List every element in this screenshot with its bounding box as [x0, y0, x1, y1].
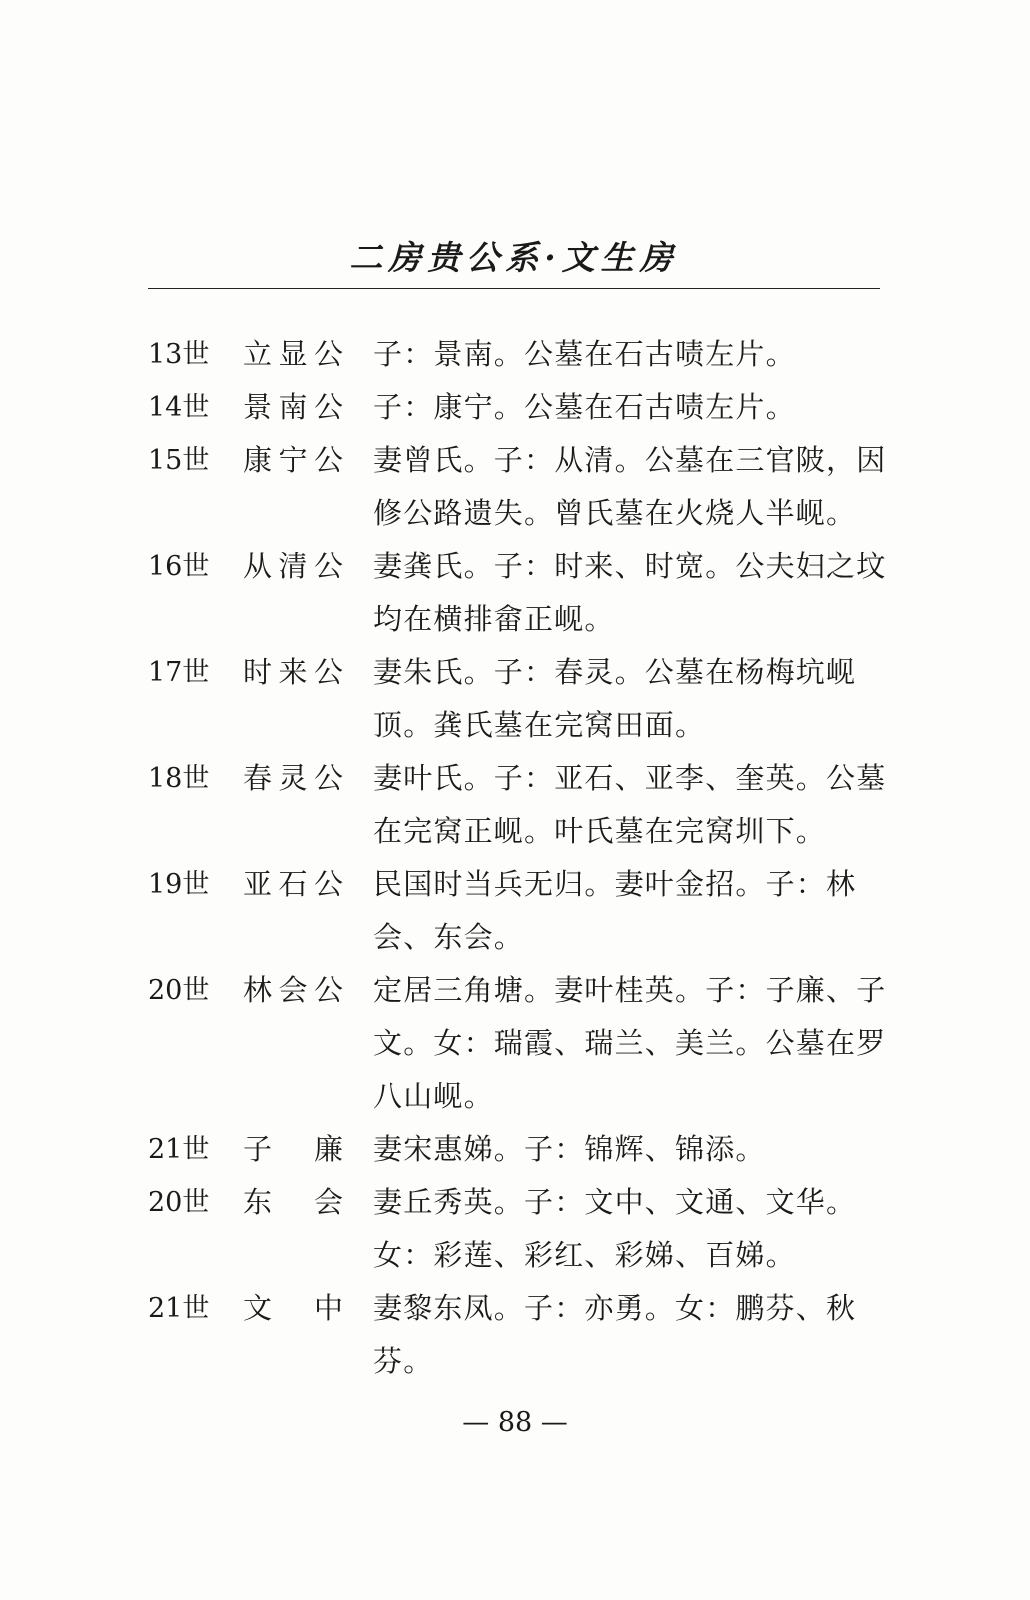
entry-text: 妻叶氏。子：亚石、亚李、奎英。公墓在完窝正岘。叶氏墓在完窝圳下。 — [373, 761, 887, 848]
genealogy-entry — [148, 328, 888, 381]
ancestor-name: 文中 — [243, 1291, 343, 1325]
generation-label: 14世 — [148, 392, 210, 423]
running-header-title: 二房贵公系·文生房 — [349, 238, 679, 277]
genealogy-entry — [148, 858, 888, 964]
generation-label: 20世 — [148, 975, 210, 1006]
ancestor-name: 从清公 — [243, 549, 343, 583]
entry-text: 妻龚氏。子：时来、时宽。公夫妇之坟均在横排畲正岘。 — [373, 549, 887, 636]
genealogy-entries — [148, 328, 888, 1388]
ancestor-name: 时来公 — [243, 655, 343, 689]
genealogy-entry — [148, 1282, 888, 1388]
generation-label: 19世 — [148, 869, 210, 900]
page-number: — 88 — — [462, 1407, 568, 1438]
generation-label: 13世 — [148, 339, 210, 370]
generation-label: 15世 — [148, 445, 210, 476]
generation-label: 21世 — [148, 1293, 210, 1324]
generation-label: 21世 — [148, 1134, 210, 1165]
genealogy-entry — [148, 752, 888, 858]
entry-text: 子：景南。公墓在石古啧左片。 — [373, 337, 796, 371]
genealogy-entry — [148, 964, 888, 1123]
entry-text: 定居三角塘。妻叶桂英。子：子廉、子文。女：瑞霞、瑞兰、美兰。公墓在罗八山岘。 — [373, 973, 887, 1113]
ancestor-name: 林会公 — [243, 973, 343, 1007]
generation-label: 16世 — [148, 551, 210, 582]
entry-text: 民国时当兵无归。妻叶金招。子：林会、东会。 — [373, 867, 857, 954]
genealogy-entry — [148, 1123, 888, 1176]
header-divider — [148, 288, 880, 289]
ancestor-name: 春灵公 — [243, 761, 343, 795]
entry-text: 妻黎东凤。子：亦勇。女：鹏芬、秋芬。 — [373, 1291, 857, 1378]
entry-text: 子：康宁。公墓在石古啧左片。 — [373, 390, 796, 424]
genealogy-entry — [148, 381, 888, 434]
ancestor-name: 立显公 — [243, 337, 343, 371]
entry-text: 妻曾氏。子：从清。公墓在三官陂，因修公路遗失。曾氏墓在火烧人半岘。 — [373, 443, 887, 530]
ancestor-name: 子廉 — [243, 1132, 343, 1166]
ancestor-name: 康宁公 — [243, 443, 343, 477]
generation-label: 18世 — [148, 763, 210, 794]
genealogy-entry — [148, 434, 888, 540]
genealogy-entry — [148, 1176, 888, 1282]
entry-text: 妻宋惠娣。子：锦辉、锦添。 — [373, 1132, 766, 1166]
ancestor-name: 亚石公 — [243, 867, 343, 901]
genealogy-entry — [148, 646, 888, 752]
genealogy-entry — [148, 540, 888, 646]
generation-label: 17世 — [148, 657, 210, 688]
entry-text: 妻丘秀英。子：文中、文通、文华。女：彩莲、彩红、彩娣、百娣。 — [373, 1185, 857, 1272]
entry-text: 妻朱氏。子：春灵。公墓在杨梅坑岘顶。龚氏墓在完窝田面。 — [373, 655, 857, 742]
generation-label: 20世 — [148, 1187, 210, 1218]
ancestor-name: 景南公 — [243, 390, 343, 424]
ancestor-name: 东会 — [243, 1185, 343, 1219]
